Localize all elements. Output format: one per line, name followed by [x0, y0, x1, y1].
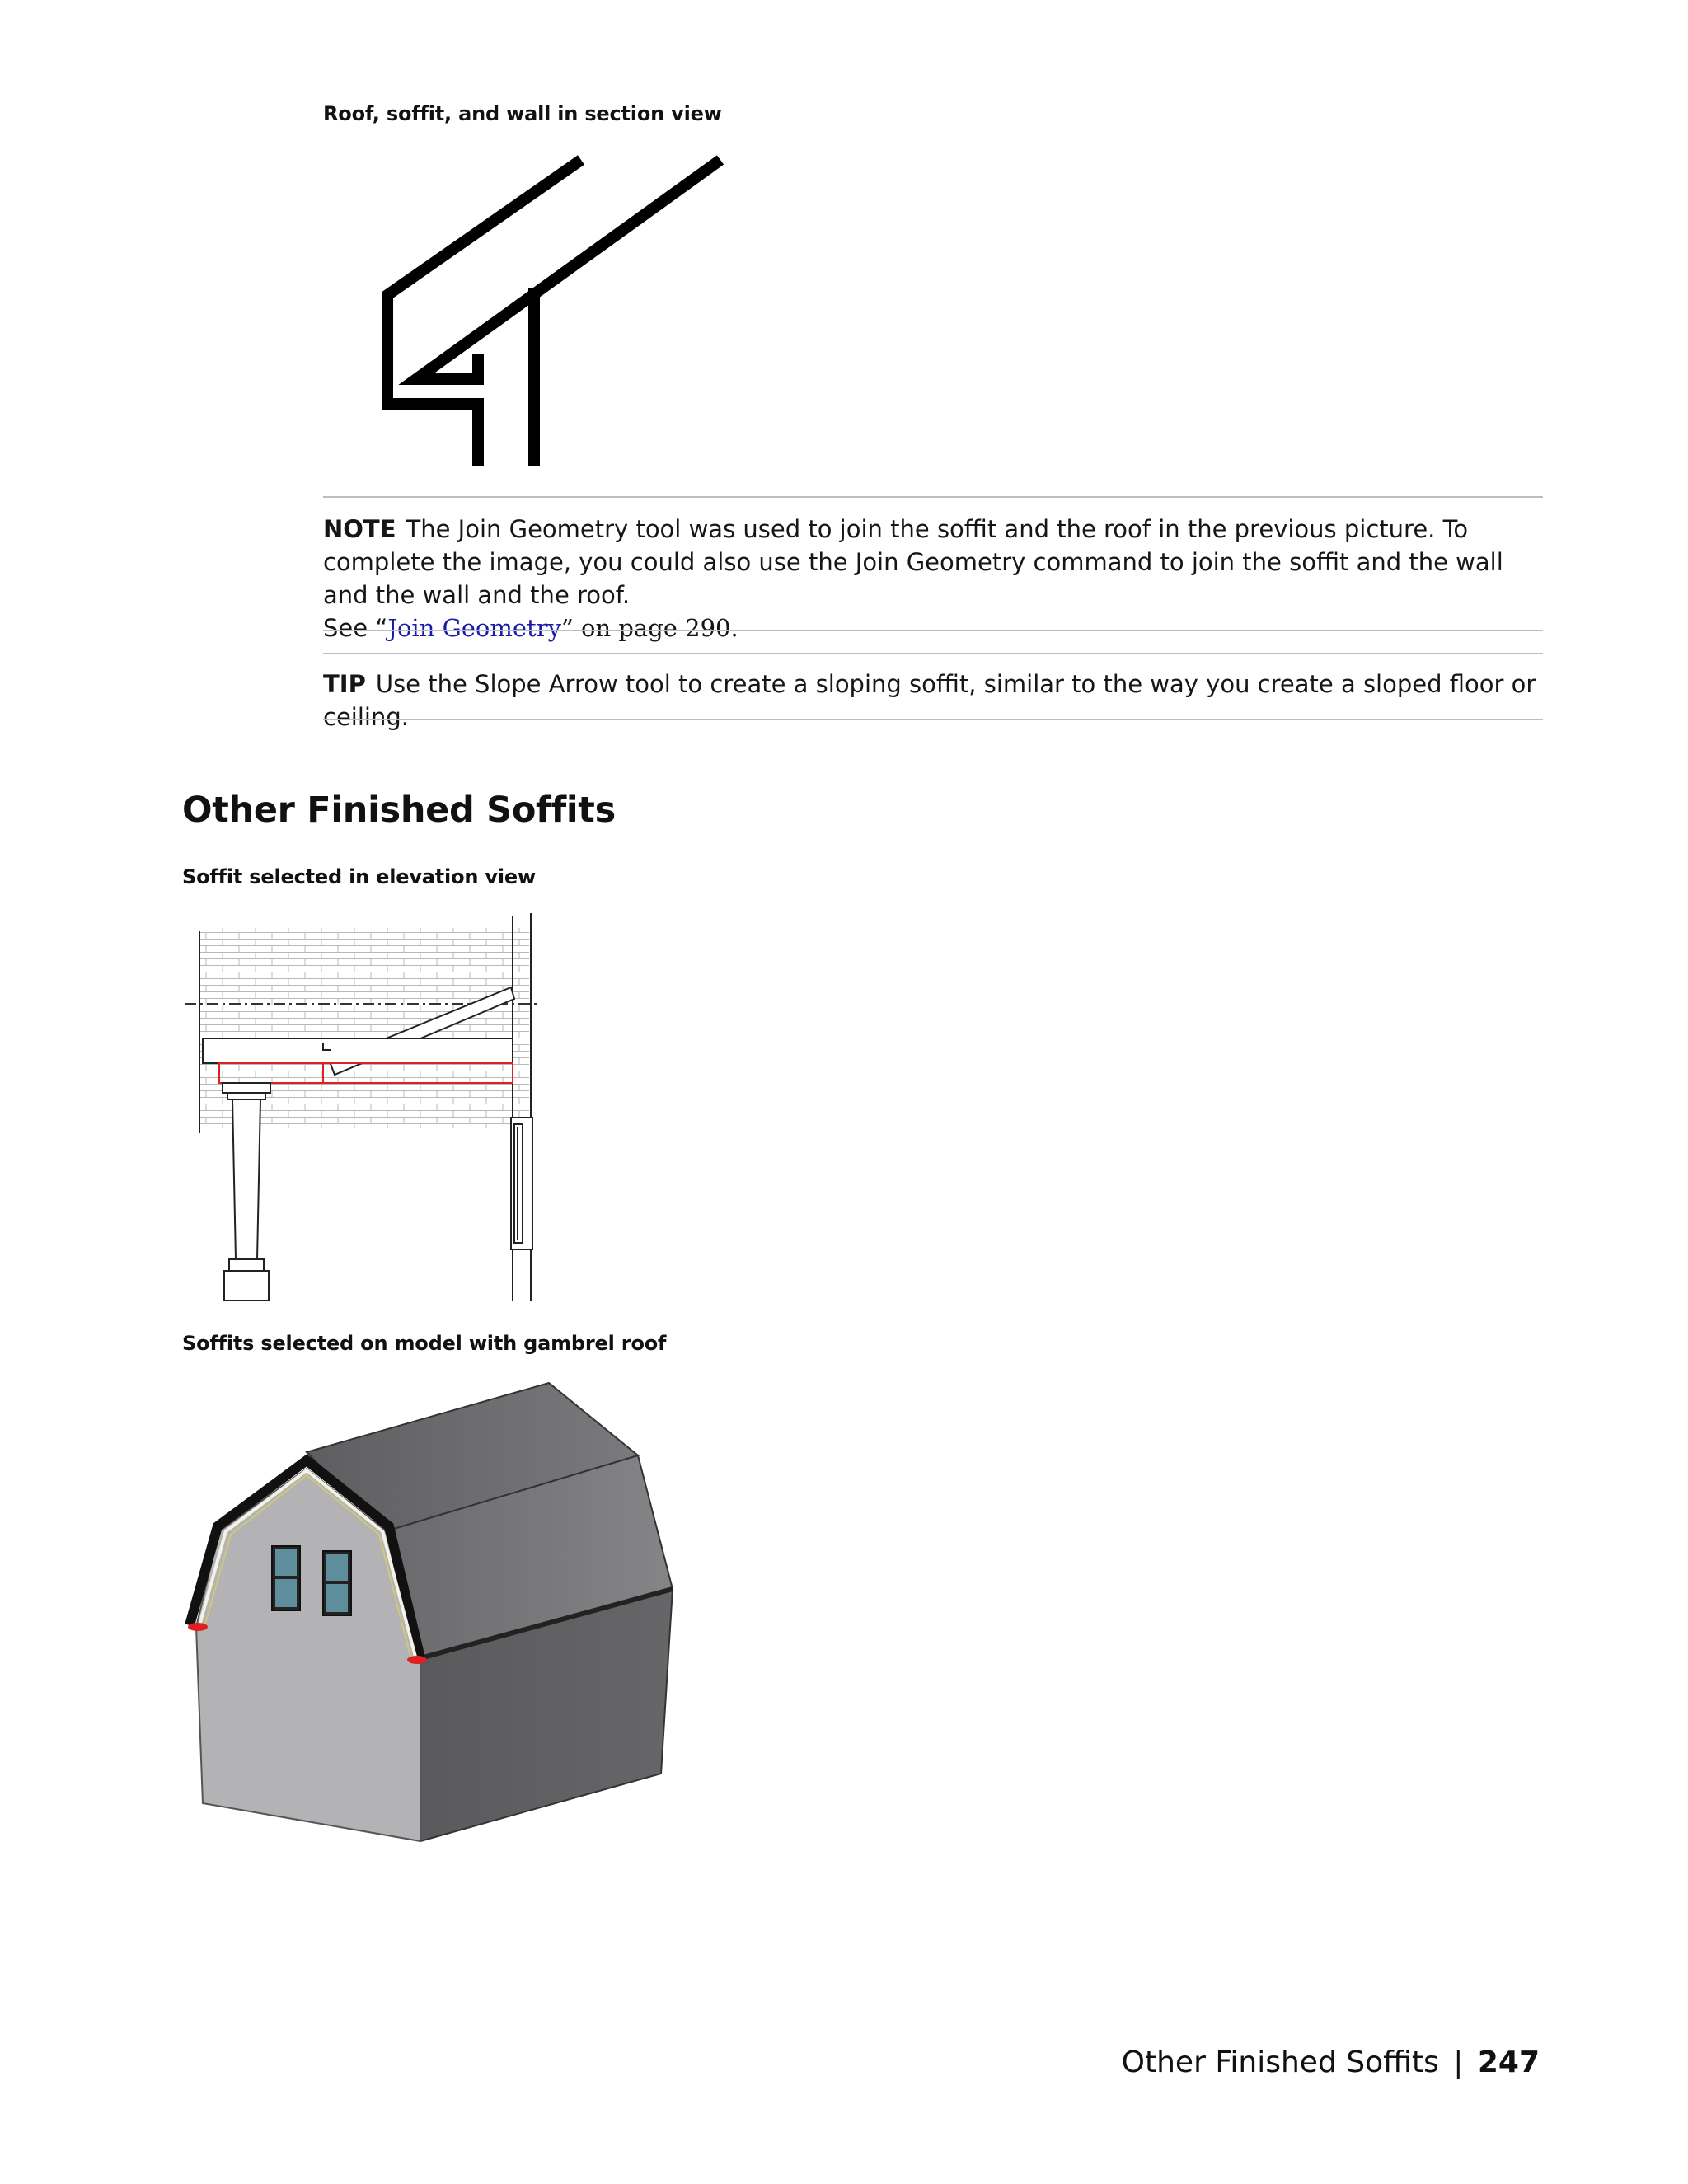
note-see-prefix: See “	[323, 614, 388, 642]
tip-bottom-rule	[323, 719, 1543, 720]
tip-text: Use the Slope Arrow tool to create a sloping soffit, similar to the way you create a sloped floor or ceiling.	[323, 670, 1536, 731]
tip-label: TIP	[323, 670, 366, 698]
figure-caption-section-view: Roof, soffit, and wall in section view	[323, 102, 722, 125]
section-view-figure	[371, 157, 734, 470]
footer-separator: |	[1453, 2046, 1464, 2079]
figure-caption-elevation-view: Soffit selected in elevation view	[182, 865, 536, 888]
page-number: 247	[1477, 2046, 1540, 2079]
selected-soffit-left[interactable]	[188, 1623, 208, 1631]
note-paragraph	[323, 513, 1543, 644]
join-geometry-link[interactable]: Join Geometry	[387, 614, 561, 642]
tip-top-rule	[323, 653, 1543, 654]
note-text: The Join Geometry tool was used to join the soffit and the roof in the previous picture. To complete the image, you could also use the Join Geometry command to join the soffit and the wall and the wall and the roof.	[323, 515, 1503, 609]
note-top-rule	[323, 496, 1543, 498]
door-trim	[511, 1118, 532, 1249]
figure-caption-gambrel: Soffits selected on model with gambrel roof	[182, 1332, 667, 1355]
tip-paragraph	[323, 668, 1543, 733]
note-label: NOTE	[323, 515, 396, 543]
gambrel-roof-figure	[181, 1378, 692, 1856]
note-bottom-rule	[323, 630, 1543, 631]
elevation-view-figure	[181, 913, 544, 1301]
note-see-suffix: ” on page 290.	[560, 614, 738, 642]
selected-soffit-right[interactable]	[407, 1656, 427, 1664]
section-heading: Other Finished Soffits	[182, 790, 616, 831]
footer-section-title: Other Finished Soffits	[1121, 2046, 1439, 2079]
page-footer	[1122, 2046, 1540, 2079]
